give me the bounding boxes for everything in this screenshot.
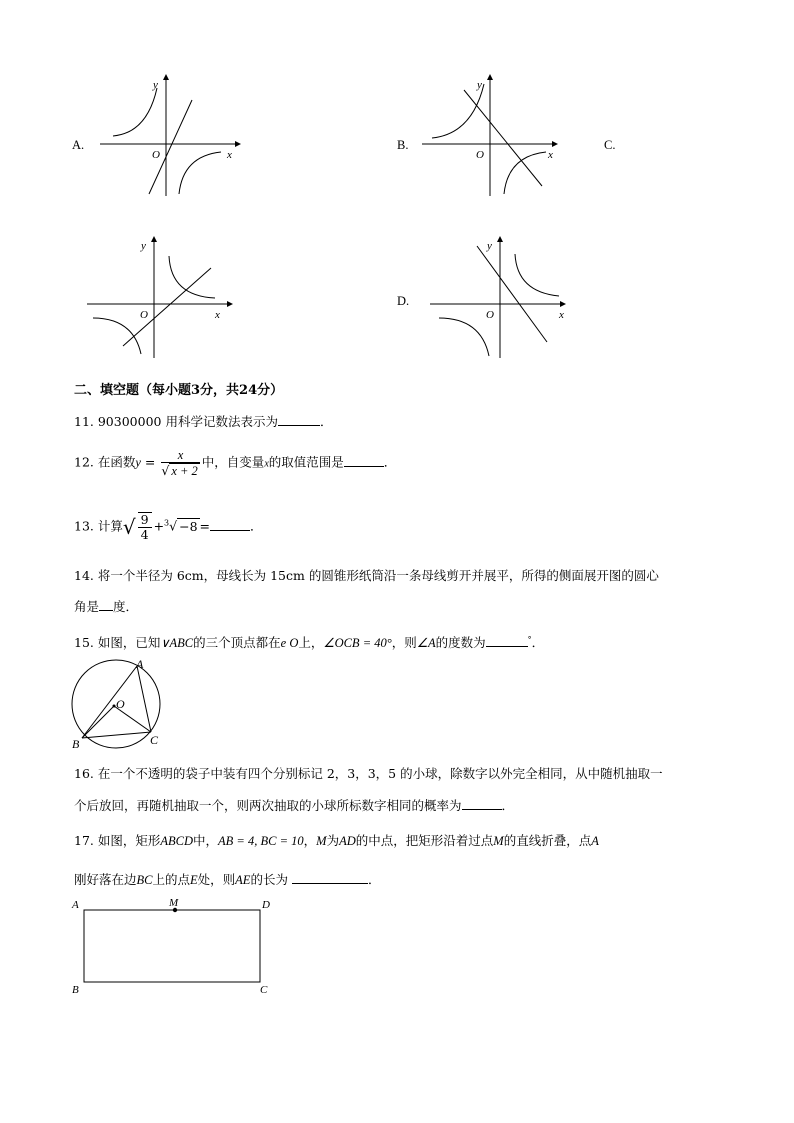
answer-blank[interactable] — [292, 871, 368, 884]
answer-blank[interactable] — [210, 518, 250, 531]
svg-text:O: O — [116, 697, 125, 711]
origin-label: O — [140, 309, 148, 321]
option-b-label: B. — [397, 138, 409, 152]
answer-blank[interactable] — [462, 797, 502, 810]
origin-label: O — [152, 149, 160, 161]
question-11: 11. 90300000 用科学记数法表示为 ． — [74, 414, 333, 429]
answer-blank[interactable] — [278, 413, 320, 426]
answer-blank[interactable] — [99, 598, 113, 611]
axis-x-label: x — [227, 149, 232, 161]
axis-y-label: y — [487, 240, 492, 252]
svg-text:M: M — [169, 897, 179, 909]
question-13: 13. 计算√ $\frac{9}{4}$ +$^3$√ −8 = ． — [74, 512, 263, 542]
option-c-label: C. — [604, 138, 616, 152]
option-a-label: A. — [72, 138, 85, 152]
svg-text:C: C — [260, 984, 268, 996]
graph-b — [420, 70, 570, 200]
answer-blank[interactable] — [344, 454, 384, 467]
graph-c — [85, 232, 235, 362]
axis-x-label: x — [215, 309, 220, 321]
axis-y-label: y — [153, 79, 158, 91]
question-17-line-1: 17. 如图，矩形ABCD中，AB = 4, BC = 10，M为AD的中点，把矩形沿着过点M的直线折叠，点A — [74, 833, 599, 848]
svg-text:A: A — [136, 657, 144, 671]
question-16-line-2: 个后放回，再随机抽取一个，则两次抽取的小球所标数字相同的概率为 ． — [74, 798, 515, 813]
svg-text:A: A — [72, 899, 79, 911]
section-title: 二、填空题（每小题3分，共24分） — [74, 383, 284, 398]
axis-x-label: x — [559, 309, 564, 321]
figure-15-circle — [66, 656, 176, 752]
question-14-line-2: 角是 度． — [74, 599, 139, 614]
question-12: 12. 在函数y = $\frac{x}{√ x + 2}$ 中，自变量x的取值范围是 ． — [74, 448, 397, 478]
origin-label: O — [476, 149, 484, 161]
svg-text:C: C — [150, 733, 159, 747]
origin-label: O — [486, 309, 494, 321]
question-16-line-1: 16. 在一个不透明的袋子中装有四个分别标记 2，3，3，5 的小球，除数字以外完全相同，从中随机抽取一 — [74, 766, 663, 781]
axis-y-label: y — [477, 79, 482, 91]
svg-text:B: B — [72, 737, 80, 751]
option-d-label: D. — [397, 294, 410, 308]
axis-x-label: x — [548, 149, 553, 161]
question-17-line-2: 刚好落在边BC上的点E处，则AE的长为 ． — [74, 872, 381, 887]
question-14-line-1: 14. 将一个半径为 6cm，母线长为 15cm 的圆锥形纸筒沿一条母线剪开并展平，所得的侧面展开图的圆心 — [74, 568, 659, 583]
fraction: $\frac{x}{√ x + 2}$ — [161, 448, 198, 478]
graph-d — [425, 232, 575, 362]
question-15: 15. 如图，已知∨ABC的三个顶点都在e O上，∠OCB = 40°，则∠A的度数为 °． — [74, 635, 545, 651]
svg-text:B: B — [72, 984, 79, 996]
axis-y-label: y — [141, 240, 146, 252]
answer-blank[interactable] — [486, 634, 528, 647]
figure-17-rectangle — [70, 894, 280, 998]
svg-text:D: D — [262, 899, 270, 911]
graph-a — [95, 70, 245, 200]
